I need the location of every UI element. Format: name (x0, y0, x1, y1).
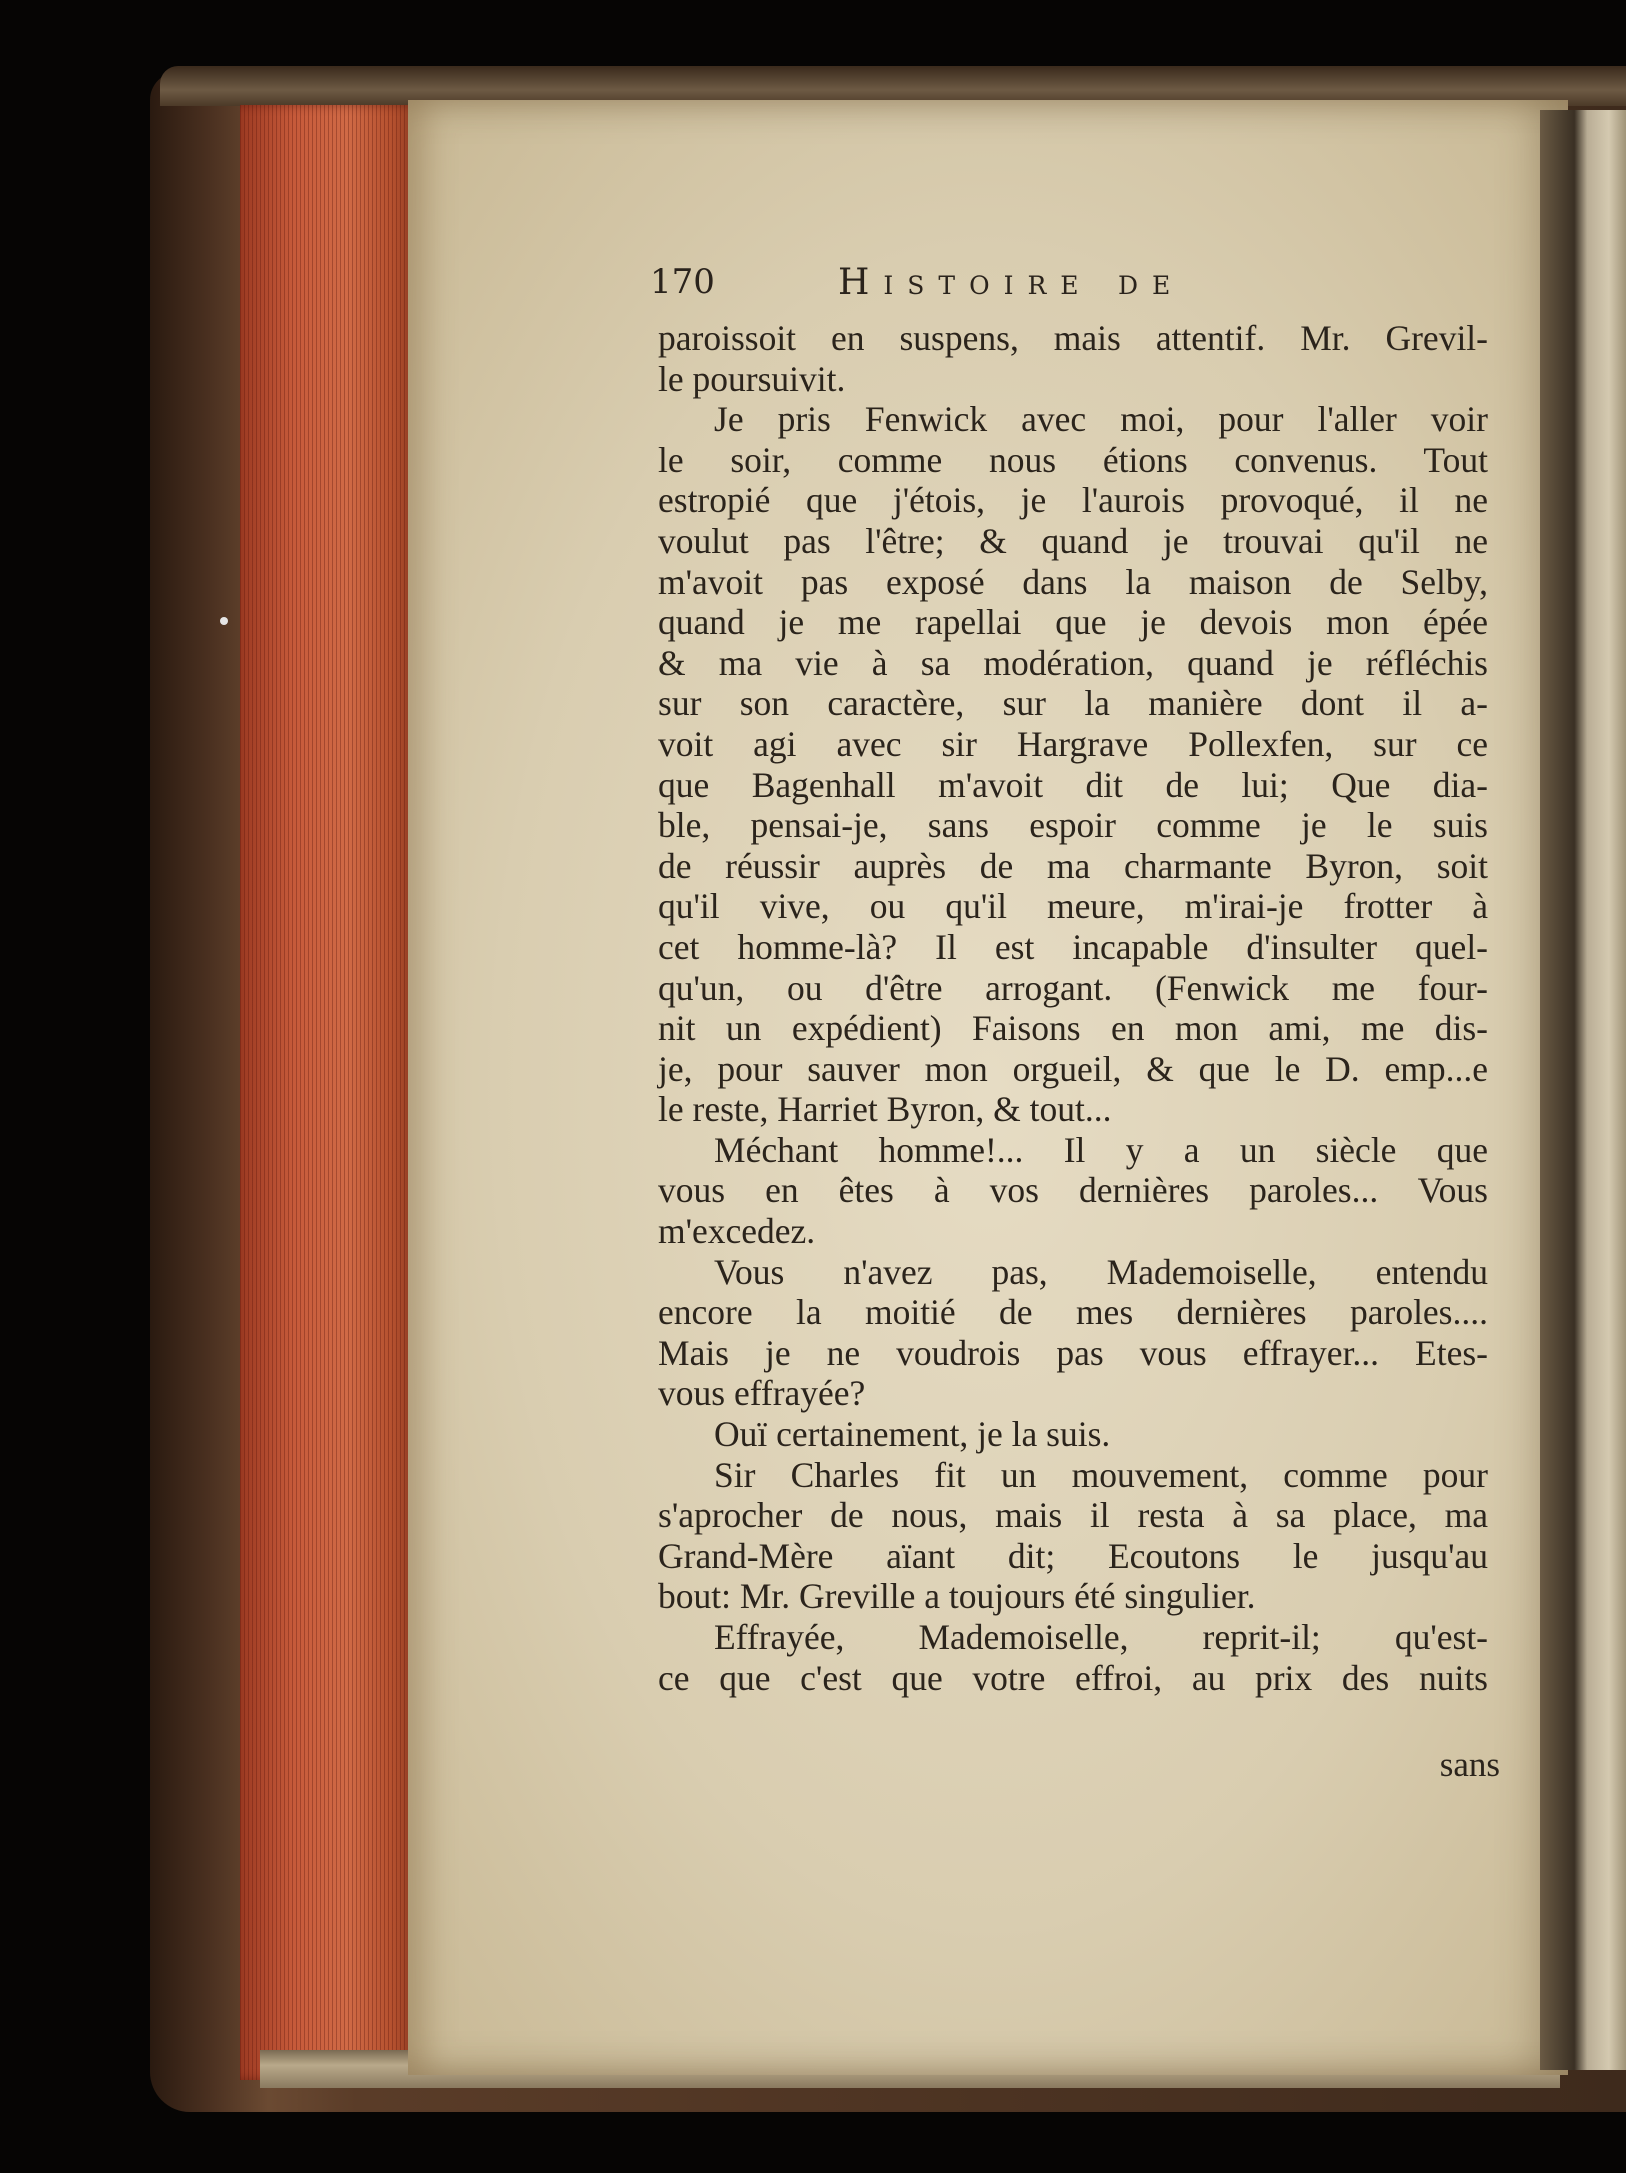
catchword: sans (1439, 1745, 1500, 1784)
text-line: Je pris Fenwick avec moi, pour l'aller voir (714, 399, 1488, 440)
text-line: le reste, Harriet Byron, & tout... (658, 1089, 1112, 1130)
text-line: cet homme-là? Il est incapable d'insulter quel- (658, 926, 1488, 967)
text-line: nit un expédient) Faisons en mon ami, me dis- (658, 1008, 1488, 1049)
text-line: voulut pas l'être; & quand je trouvai qu'il ne (658, 520, 1488, 561)
text-line: Grand-Mère aïant dit; Ecoutons le jusqu'au (658, 1535, 1488, 1576)
text-line: Ouï certainement, je la suis. (714, 1414, 1111, 1455)
text-line: paroissoit en suspens, mais attentif. Mr. Grevil- (658, 318, 1488, 358)
text-line: le soir, comme nous étions convenus. Tout (658, 439, 1488, 480)
text-line: voit agi avec sir Hargrave Pollexfen, sur ce (658, 723, 1488, 764)
text-line: m'excedez. (658, 1211, 816, 1252)
speck-mark (220, 617, 228, 625)
text-line: qu'un, ou d'être arrogant. (Fenwick me four- (658, 967, 1488, 1008)
book-gutter (1540, 110, 1626, 2070)
running-title: Histoire de (838, 262, 1185, 303)
text-line: Sir Charles fit un mouvement, comme pour (714, 1454, 1488, 1495)
text-line: qu'il vive, ou qu'il meure, m'irai-je frotter à (658, 886, 1488, 927)
text-line: estropié que j'étois, je l'aurois provoqué, il ne (658, 480, 1488, 521)
page-edges (240, 105, 420, 2080)
text-line: vous effrayée? (658, 1373, 866, 1414)
text-line: Effrayée, Mademoiselle, reprit-il; qu'est- (714, 1617, 1488, 1657)
page-header (650, 262, 1510, 310)
text-line: ble, pensai-je, sans espoir comme je le suis (658, 805, 1488, 846)
text-line: & ma vie à sa modération, quand je réfléchis (658, 642, 1488, 683)
text-line: encore la moitié de mes dernières paroles.... (658, 1292, 1488, 1333)
text-line: Vous n'avez pas, Mademoiselle, entendu (714, 1251, 1488, 1292)
text-line: quand je me rapellai que je devois mon épée (658, 602, 1488, 643)
text-line: sur son caractère, sur la manière dont il a- (658, 683, 1488, 724)
text-line: le poursuivit. (658, 358, 846, 399)
text-line: Méchant homme!... Il y a un siècle que (714, 1129, 1488, 1170)
text-line: bout: Mr. Greville a toujours été singulier. (658, 1576, 1256, 1617)
text-line: que Bagenhall m'avoit dit de lui; Que dia- (658, 764, 1488, 805)
text-line: s'aprocher de nous, mais il resta à sa place, ma (658, 1495, 1488, 1536)
text-line: vous en êtes à vos dernières paroles... Vous (658, 1170, 1488, 1211)
text-line: m'avoit pas exposé dans la maison de Selby, (658, 561, 1488, 602)
text-line: je, pour sauver mon orgueil, & que le D. emp...e (658, 1048, 1488, 1089)
page-number: 170 (650, 262, 715, 302)
text-line: de réussir auprès de ma charmante Byron, soit (658, 845, 1488, 886)
text-line: ce que c'est que votre effroi, au prix des nuits (658, 1657, 1488, 1698)
text-line: Mais je ne voudrois pas vous effrayer... Etes- (658, 1332, 1488, 1373)
body-text (658, 318, 1488, 1698)
